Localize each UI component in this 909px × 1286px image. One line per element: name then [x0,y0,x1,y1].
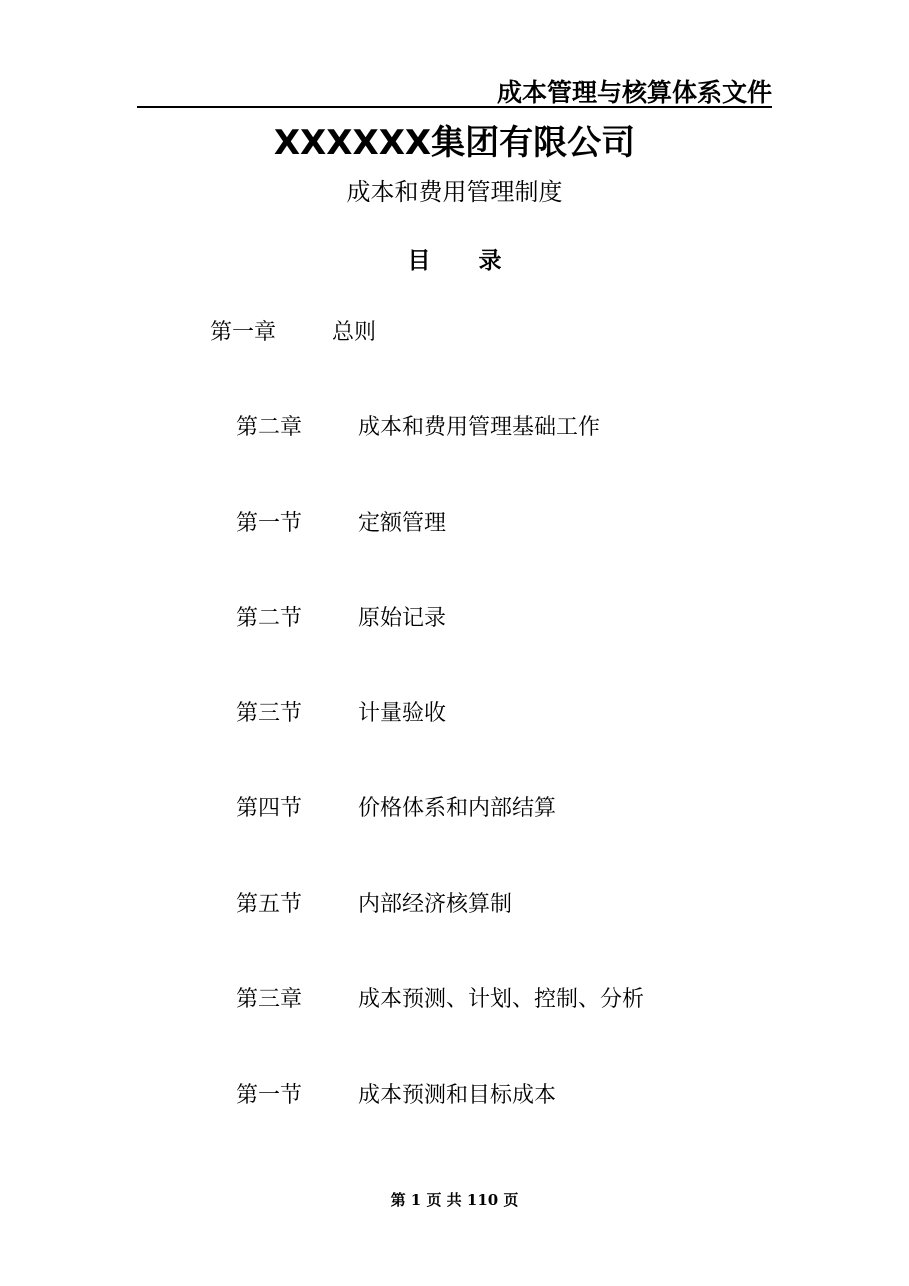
toc-entry-text: 计量验收 [358,701,447,726]
toc-entry-number: 第一章 [210,320,277,345]
page-number-footer: 第 1 页 共 110 页 [390,1191,519,1209]
toc-entry-text: 成本预测、计划、控制、分析 [358,987,645,1012]
toc-entry-number: 第三节 [236,701,303,726]
toc-entry-text: 总则 [332,320,377,345]
toc-entry-number: 第二章 [236,415,303,440]
running-header-title: 成本管理与核算体系文件 [496,78,772,107]
toc-entry-number: 第三章 [236,987,303,1012]
toc-entry-number: 第四节 [236,796,303,821]
toc-entry-text: 成本预测和目标成本 [358,1083,557,1108]
toc-entry-text: 价格体系和内部结算 [358,796,557,821]
toc-entry-number: 第一节 [236,511,303,536]
toc-entry-text: 定额管理 [358,511,447,536]
company-name: XXXXXX集团有限公司 [273,123,636,163]
header-rule [137,106,772,108]
toc-heading: 目 录 [407,248,502,274]
toc-entry-number: 第一节 [236,1083,303,1108]
toc-entry-text: 成本和费用管理基础工作 [358,415,601,440]
document-title: 成本和费用管理制度 [346,178,563,206]
toc-entry-number: 第五节 [236,892,303,917]
toc-entry-text: 原始记录 [358,606,447,631]
toc-entry-text: 内部经济核算制 [358,892,513,917]
toc-entry-number: 第二节 [236,606,303,631]
